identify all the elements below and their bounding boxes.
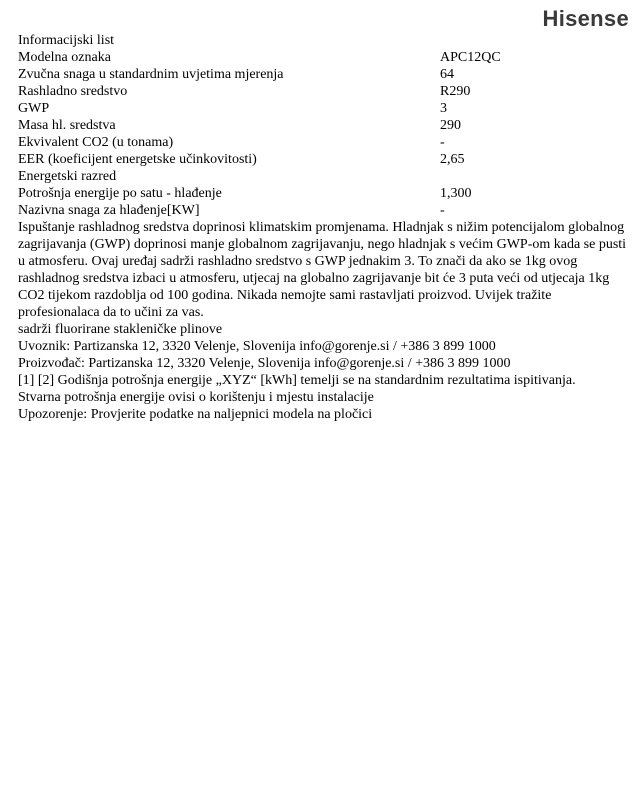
information-sheet xyxy=(18,32,628,423)
spec-label: Nazivna snaga za hlađenje[KW] xyxy=(18,203,200,218)
spec-value: - xyxy=(440,135,445,150)
spec-label: Zvučna snaga u standardnim uvjetima mjerenja xyxy=(18,67,284,82)
spec-value: APC12QC xyxy=(440,50,501,65)
manufacturer-info: Proizvođač: Partizanska 12, 3320 Velenje, Slovenija info@gorenje.si / +386 3 899 1000 xyxy=(18,356,511,371)
spec-label: Rashladno sredstvo xyxy=(18,84,128,99)
spec-value xyxy=(440,168,628,185)
spec-label: Masa hl. sredstva xyxy=(18,118,116,133)
spec-row xyxy=(18,185,628,202)
footnote-usage: Stvarna potrošnja energije ovisi o korištenju i mjestu instalacije xyxy=(18,390,374,405)
spec-value: 2,65 xyxy=(440,152,465,167)
spec-label: Potrošnja energije po satu - hlađenje xyxy=(18,186,222,201)
warning-text: Upozorenje: Provjerite podatke na naljepnici modela na pločici xyxy=(18,407,373,422)
spec-value: 3 xyxy=(440,101,447,116)
spec-value: - xyxy=(440,203,445,218)
spec-row xyxy=(18,151,628,168)
footnote-energy: [1] [2] Godišnja potrošnja energije „XYZ“ [kWh] temelji se na standardnim rezultatima ispitivanja. xyxy=(18,373,576,388)
spec-row xyxy=(18,134,628,151)
spec-value: 1,300 xyxy=(440,186,472,201)
fluorinated-gas-note: sadrži fluorirane stakleničke plinove xyxy=(18,322,223,337)
spec-row xyxy=(18,202,628,219)
spec-label: GWP xyxy=(18,101,50,116)
spec-label: Modelna oznaka xyxy=(18,50,111,65)
spec-label: EER (koeficijent energetske učinkovitosti) xyxy=(18,152,257,167)
spec-value: 64 xyxy=(440,67,454,82)
refrigerant-notice: Ispuštanje rashladnog sredstva doprinosi klimatskim promjenama. Hladnjak s nižim potencijalom globalnog zagrijavanja (GWP) doprinosi manje globalnom zagrijavanju, nego hladnjak s većim GWP-om kada se pusti u atmosferu. Ovaj uređaj sadrži rashladno sredstvo s GWP jednakim 3. To znači da ako se 1kg ovog rashladnog sredstva izbaci u atmosferu, utjecaj na globalno zagrijavanje bit će 3 puta veći od utjecaja 1kg CO2 tijekom razdoblja od 100 godina. Nikada nemojte sami rastavljati proizvod. Uvijek tražite profesionalaca da to učini za vas. xyxy=(18,220,627,320)
spec-row xyxy=(18,100,628,117)
spec-row xyxy=(18,117,628,134)
spec-label: Ekvivalent CO2 (u tonama) xyxy=(18,135,174,150)
spec-row xyxy=(18,66,628,83)
spec-row xyxy=(18,49,628,66)
spec-value: R290 xyxy=(440,84,471,99)
sheet-title: Informacijski list xyxy=(18,33,115,48)
spec-row xyxy=(18,83,628,100)
spec-label: Energetski razred xyxy=(18,169,117,184)
hisense-logo: Hisense xyxy=(542,6,629,31)
importer-info: Uvoznik: Partizanska 12, 3320 Velenje, Slovenija info@gorenje.si / +386 3 899 1000 xyxy=(18,339,496,354)
spec-value: 290 xyxy=(440,118,461,133)
spec-row xyxy=(18,168,628,185)
